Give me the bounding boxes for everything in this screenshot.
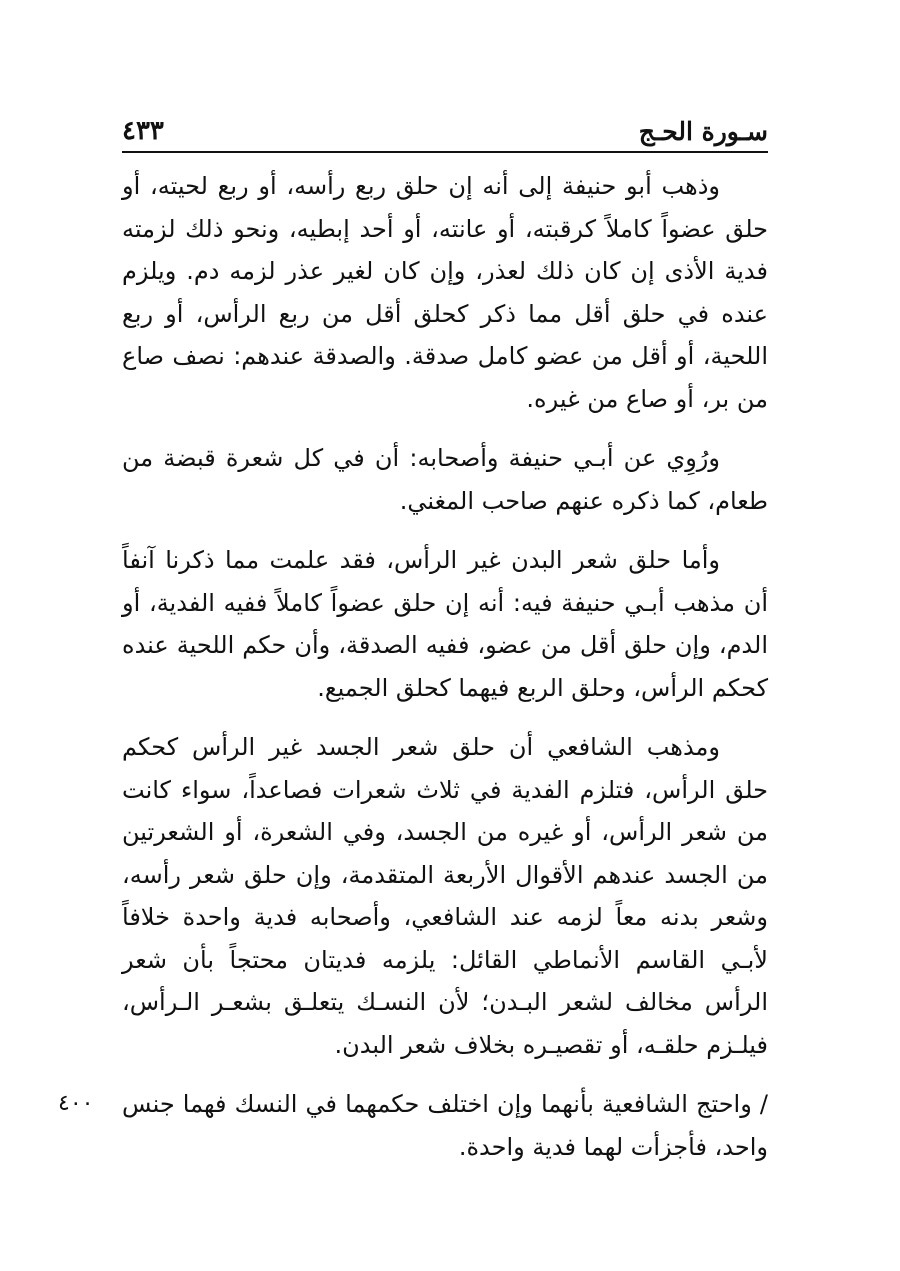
header-rule — [122, 151, 768, 153]
paragraph-narration: ورُوِي عن أبـي حنيفة وأصحابه: أن في كل شعرة قبضة من طعام، كما ذكره عنهم صاحب المغني. — [122, 444, 768, 515]
running-title: سـورة الحـج — [638, 116, 768, 146]
paragraph-shafii-opinion: ومذهب الشافعي أن حلق شعر الجسد غير الرأس كحكم حلق الرأس، فتلزم الفدية في ثلاث شعرات فصاعداً، سواء كانت من شعر الرأس، أو غيره من الجسد، وفي الشعرة، أو الشعرتين من الجسد عندهم الأقوال الأربعة المتقدمة، وإن حلق شعر رأسه، وشعر بدنه معاً لزمه عند الشافعي، وأصحابه فدية واحدة خلافاً لأبـي القاسم الأنماطي القائل: يلزمه فديتان محتجاً بأن شعر الرأس مخالف لشعر البـدن؛ لأن النسـك يتعلـق بشعـر الـرأس، فيلـزم حلقـه، أو تقصيـره بخلاف شعر البدن. — [122, 733, 768, 1059]
paragraph-body-hair: وأما حلق شعر البدن غير الرأس، فقد علمت مما ذكرنا آنفاً أن مذهب أبـي حنيفة فيه: أنه إن حلق عضواً كاملاً ففيه الفدية، أو الدم، وإن حلق أقل من عضو، ففيه الصدقة، وأن حكم اللحية عنده كحكم الرأس، وحلق الربع فيهما كحلق الجميع. — [122, 546, 768, 702]
paragraph-abu-hanifa-opinion: وذهب أبو حنيفة إلى أنه إن حلق ربع رأسه، أو ربع لحيته، أو حلق عضواً كاملاً كرقبته، أو عانته، أو أحد إبطيه، ونحو ذلك لزمته فدية الأذى إن كان ذلك لعذر، وإن كان لغير عذر لزمه دم. ويلزم عنده في حلق أقل مما ذكر كحلق أقل من ربع الرأس، أو ربع اللحية، أو أقل من عضو كامل صدقة. والصدقة عندهم: نصف صاع من بر، أو صاع من غيره. — [122, 172, 768, 413]
page-number: ٤٣٣ — [122, 116, 164, 146]
paragraph-shafii-argument: / واحتج الشافعية بأنهما وإن اختلف حكمهما في النسك فهما جنس واحد، فأجزأت لهما فدية واحدة. — [122, 1090, 768, 1161]
body-text — [122, 165, 768, 1185]
page-header — [122, 110, 768, 152]
source-page-marker: ٤٠٠ — [58, 1091, 94, 1116]
